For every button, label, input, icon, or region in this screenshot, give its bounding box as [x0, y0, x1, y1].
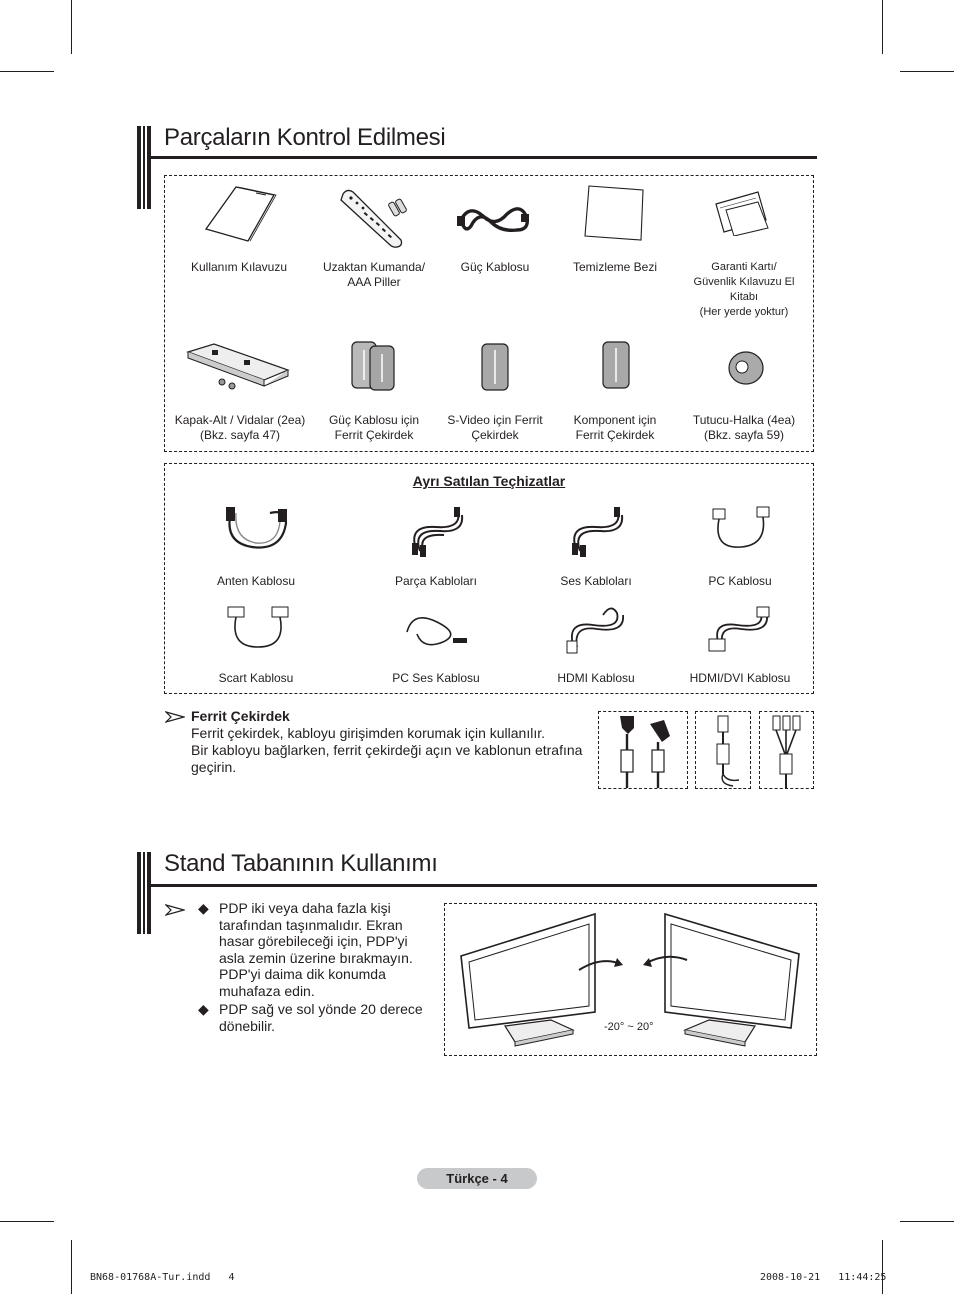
cleaning-cloth-icon	[583, 184, 647, 242]
item-hdmi-cable	[536, 671, 656, 686]
crop-mark	[0, 71, 54, 72]
item-pc-cable	[680, 574, 800, 589]
item-cover-bottom	[170, 413, 310, 443]
item-warranty	[674, 260, 814, 320]
crop-mark	[71, 0, 72, 54]
section-marker	[137, 852, 151, 934]
section-rule	[151, 884, 817, 887]
rotation-label: -20° ~ 20°	[604, 1021, 654, 1033]
item-remote	[309, 260, 439, 290]
section-rule	[151, 156, 817, 159]
item-manual	[174, 260, 304, 275]
item-pc-audio-cable	[376, 671, 496, 686]
slug-left: BN68-01768A-Tur.indd 4	[90, 1272, 235, 1283]
bullet-diamond-icon: ◆	[198, 1001, 209, 1017]
item-label: HDMI Kablosu	[557, 671, 635, 685]
hdmi-cable-icon	[563, 605, 631, 655]
item-cleaning-cloth	[550, 260, 680, 275]
item-label: Güç Kablosu	[460, 260, 530, 274]
note-arrow-icon	[165, 711, 185, 723]
power-cord-icon	[455, 200, 533, 240]
crop-mark	[0, 1221, 54, 1222]
item-label: Garanti Kartı/ Güvenlik Kılavuzu El Kitabı (Her yerde yoktur)	[693, 261, 795, 318]
slug-right: 2008-10-21 11:44:25	[760, 1272, 887, 1283]
item-hdmi-dvi-cable	[680, 671, 800, 686]
ferrite-note-line1: Ferrit çekirdek, kabloyu girişimden korumak için kullanılır.	[191, 725, 546, 741]
stand-bullet-1: PDP iki veya daha fazla kişi tarafından taşınmalıdır. Ekran hasar görebileceği için, PDP'yi asla zemin üzerine bırakmayın. PDP'yi daima dik konumda muhafaza edin.	[219, 900, 413, 999]
ferrite-note-title: Ferrit Çekirdek	[191, 708, 290, 724]
component-cables-icon	[406, 505, 466, 557]
page-title: Parçaların Kontrol Edilmesi	[164, 124, 446, 151]
item-label: PC Kablosu	[708, 574, 772, 588]
stand-bullet-2: PDP sağ ve sol yönde 20 derece dönebilir.	[219, 1001, 423, 1034]
item-holder-ring	[674, 413, 814, 443]
pc-audio-cable-icon	[403, 608, 469, 652]
crop-mark	[71, 1240, 72, 1294]
ferrite-power-plug-icon	[606, 714, 682, 788]
item-label: Scart Kablosu	[218, 671, 294, 685]
item-audio-cables	[536, 574, 656, 589]
item-ferrite-svideo	[430, 413, 560, 443]
item-label: Kapak-Alt / Vidalar (2ea) (Bkz. sayfa 47)	[174, 413, 306, 442]
item-label: Komponent için Ferrit Çekirdek	[573, 413, 657, 442]
item-label: HDMI/DVI Kablosu	[689, 671, 791, 685]
sold-separately-heading: Ayrı Satılan Teçhizatlar	[412, 473, 566, 489]
item-label: Ses Kabloları	[560, 574, 632, 588]
item-label: Anten Kablosu	[216, 574, 296, 588]
ferrite-core-icon	[348, 338, 400, 394]
hdmi-dvi-cable-icon	[707, 605, 773, 655]
antenna-cable-icon	[222, 503, 292, 555]
item-label: Güç Kablosu için Ferrit Çekirdek	[328, 413, 420, 442]
item-antenna-cable	[196, 574, 316, 589]
ferrite-core-icon	[478, 342, 512, 392]
audio-cables-icon	[566, 505, 626, 557]
item-label: Uzaktan Kumanda/ AAA Piller	[322, 260, 426, 289]
item-ferrite-component	[550, 413, 680, 443]
ferrite-note-line2: Bir kabloyu bağlarken, ferrit çekirdeği açın ve kablonun etrafına geçirin.	[191, 742, 583, 775]
ferrite-svideo-plug-icon	[707, 714, 741, 788]
page-number-badge: Türkçe - 4	[417, 1168, 537, 1189]
crop-mark	[882, 1240, 883, 1294]
crop-mark	[882, 0, 883, 54]
ferrite-core-icon	[599, 340, 633, 390]
holder-ring-icon	[726, 348, 766, 386]
cover-bottom-icon	[184, 340, 294, 392]
pc-cable-icon	[711, 505, 771, 557]
warranty-card-icon	[712, 190, 776, 236]
scart-cable-icon	[226, 603, 290, 655]
section-marker	[137, 126, 151, 209]
manual-icon	[200, 183, 280, 245]
crop-mark	[900, 1221, 954, 1222]
item-component-cables	[376, 574, 496, 589]
item-label: Tutucu-Halka (4ea) (Bkz. sayfa 59)	[692, 413, 796, 442]
item-power-cord	[430, 260, 560, 275]
item-label: Temizleme Bezi	[572, 260, 658, 274]
item-label: Kullanım Kılavuzu	[190, 260, 288, 274]
crop-mark	[900, 71, 954, 72]
section-title: Stand Tabanının Kullanımı	[164, 850, 438, 877]
item-ferrite-power	[309, 413, 439, 443]
item-label: Parça Kabloları	[394, 574, 478, 588]
bullet-diamond-icon: ◆	[198, 900, 209, 916]
item-scart-cable	[196, 671, 316, 686]
item-label: S-Video için Ferrit Çekirdek	[447, 413, 543, 442]
remote-control-icon	[335, 184, 415, 250]
ferrite-component-plug-icon	[767, 714, 807, 788]
item-label: PC Ses Kablosu	[392, 671, 480, 685]
note-arrow-icon	[165, 904, 185, 916]
